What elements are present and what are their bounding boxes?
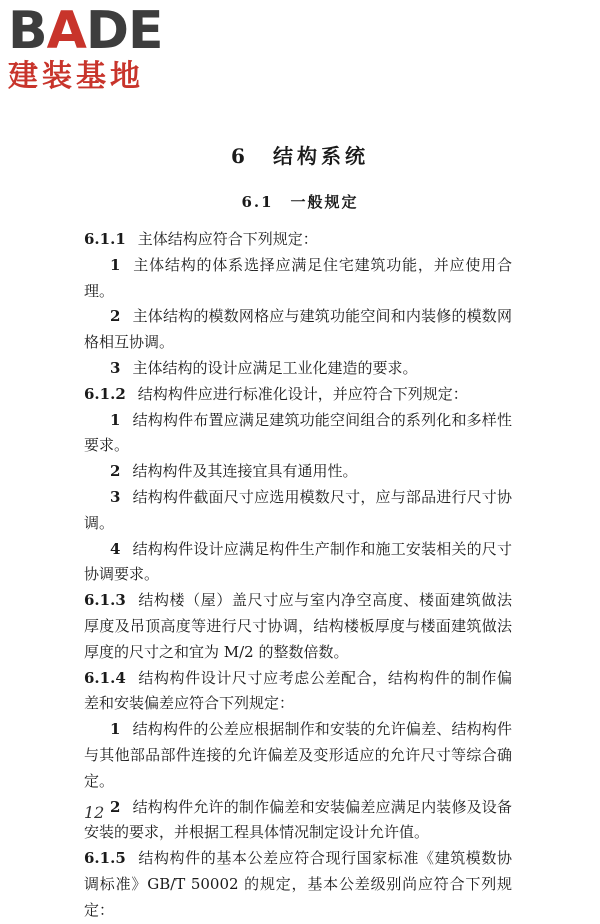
item-number: 2 <box>110 307 121 326</box>
clause-paragraph <box>84 382 512 408</box>
paragraph-text: 主体结构的模数网格应与建筑功能空间和内装修的模数网格相互协调。 <box>84 307 512 352</box>
paragraph-text: 结构构件允许的制作偏差和安装偏差应满足内装修及设备安装的要求，并根据工程具体情况制定设计允许值。 <box>84 797 512 842</box>
paragraph-text: 主体结构的设计应满足工业化建造的要求。 <box>132 358 418 377</box>
clause-number: 6.1.2 <box>84 384 126 403</box>
clause-number: 6.1.4 <box>84 668 126 687</box>
list-item <box>84 795 512 847</box>
item-number: 3 <box>110 358 121 377</box>
document-body <box>84 227 512 924</box>
paragraph-text: 结构构件设计尺寸应考虑公差配合，结构构件的制作偏差和安装偏差应符合下列规定： <box>84 668 512 713</box>
chapter-title: 6 结构系统 <box>231 144 369 168</box>
list-item <box>84 304 512 356</box>
page-number: 12 <box>84 803 105 822</box>
item-number: 4 <box>110 539 121 558</box>
paragraph-text: 结构构件截面尺寸应选用模数尺寸，应与部品进行尺寸协调。 <box>84 487 512 532</box>
paragraph-text: 结构楼（屋）盖尺寸应与室内净空高度、楼面建筑做法厚度及吊顶高度等进行尺寸协调，结构楼板厚度与楼面建筑做法厚度的尺寸之和宜为 M/2 的整数倍数。 <box>84 591 512 661</box>
clause-number: 6.1.3 <box>84 591 126 610</box>
list-item <box>84 459 512 485</box>
item-number: 2 <box>110 462 121 481</box>
list-item <box>84 485 512 537</box>
item-number: 1 <box>110 720 121 739</box>
item-number: 2 <box>110 797 121 816</box>
paragraph-text: 主体结构的体系选择应满足住宅建筑功能，并应使用合理。 <box>84 255 512 300</box>
list-item <box>84 253 512 305</box>
clause-paragraph <box>84 227 512 253</box>
item-number: 1 <box>110 255 121 274</box>
list-item <box>84 537 512 589</box>
clause-number: 6.1.5 <box>84 849 126 868</box>
bade-logo <box>8 1 174 94</box>
item-number: 1 <box>110 410 121 429</box>
paragraph-text: 主体结构应符合下列规定： <box>137 230 318 248</box>
item-number: 3 <box>110 487 121 506</box>
paragraph-text: 结构构件设计应满足构件生产制作和施工安装相关的尺寸协调要求。 <box>84 539 512 584</box>
clause-paragraph <box>84 666 512 718</box>
section-title: 6.1 一般规定 <box>241 193 359 211</box>
paragraph-text: 结构构件的公差应根据制作和安装的允许偏差、结构构件与其他部品部件连接的允许偏差及变形适应的允许尺寸等综合确定。 <box>84 720 512 790</box>
paragraph-text: 结构构件布置应满足建筑功能空间组合的系列化和多样性要求。 <box>84 410 512 455</box>
logo-wordmark: BADE <box>8 1 163 61</box>
paragraph-text: 结构构件的基本公差应符合现行国家标准《建筑模数协调标准》GB/T 50002 的规定，基本公差级别尚应符合下列规定： <box>84 849 512 919</box>
paragraph-text: 结构构件及其连接宜具有通用性。 <box>132 462 358 481</box>
list-item <box>84 717 512 794</box>
list-item <box>84 356 512 382</box>
logo-subtitle: 建装基地 <box>8 59 144 94</box>
list-item <box>84 408 512 460</box>
clause-number: 6.1.1 <box>84 230 126 248</box>
clause-paragraph <box>84 846 512 923</box>
paragraph-text: 结构构件应进行标准化设计，并应符合下列规定： <box>137 384 468 403</box>
clause-paragraph <box>84 588 512 665</box>
